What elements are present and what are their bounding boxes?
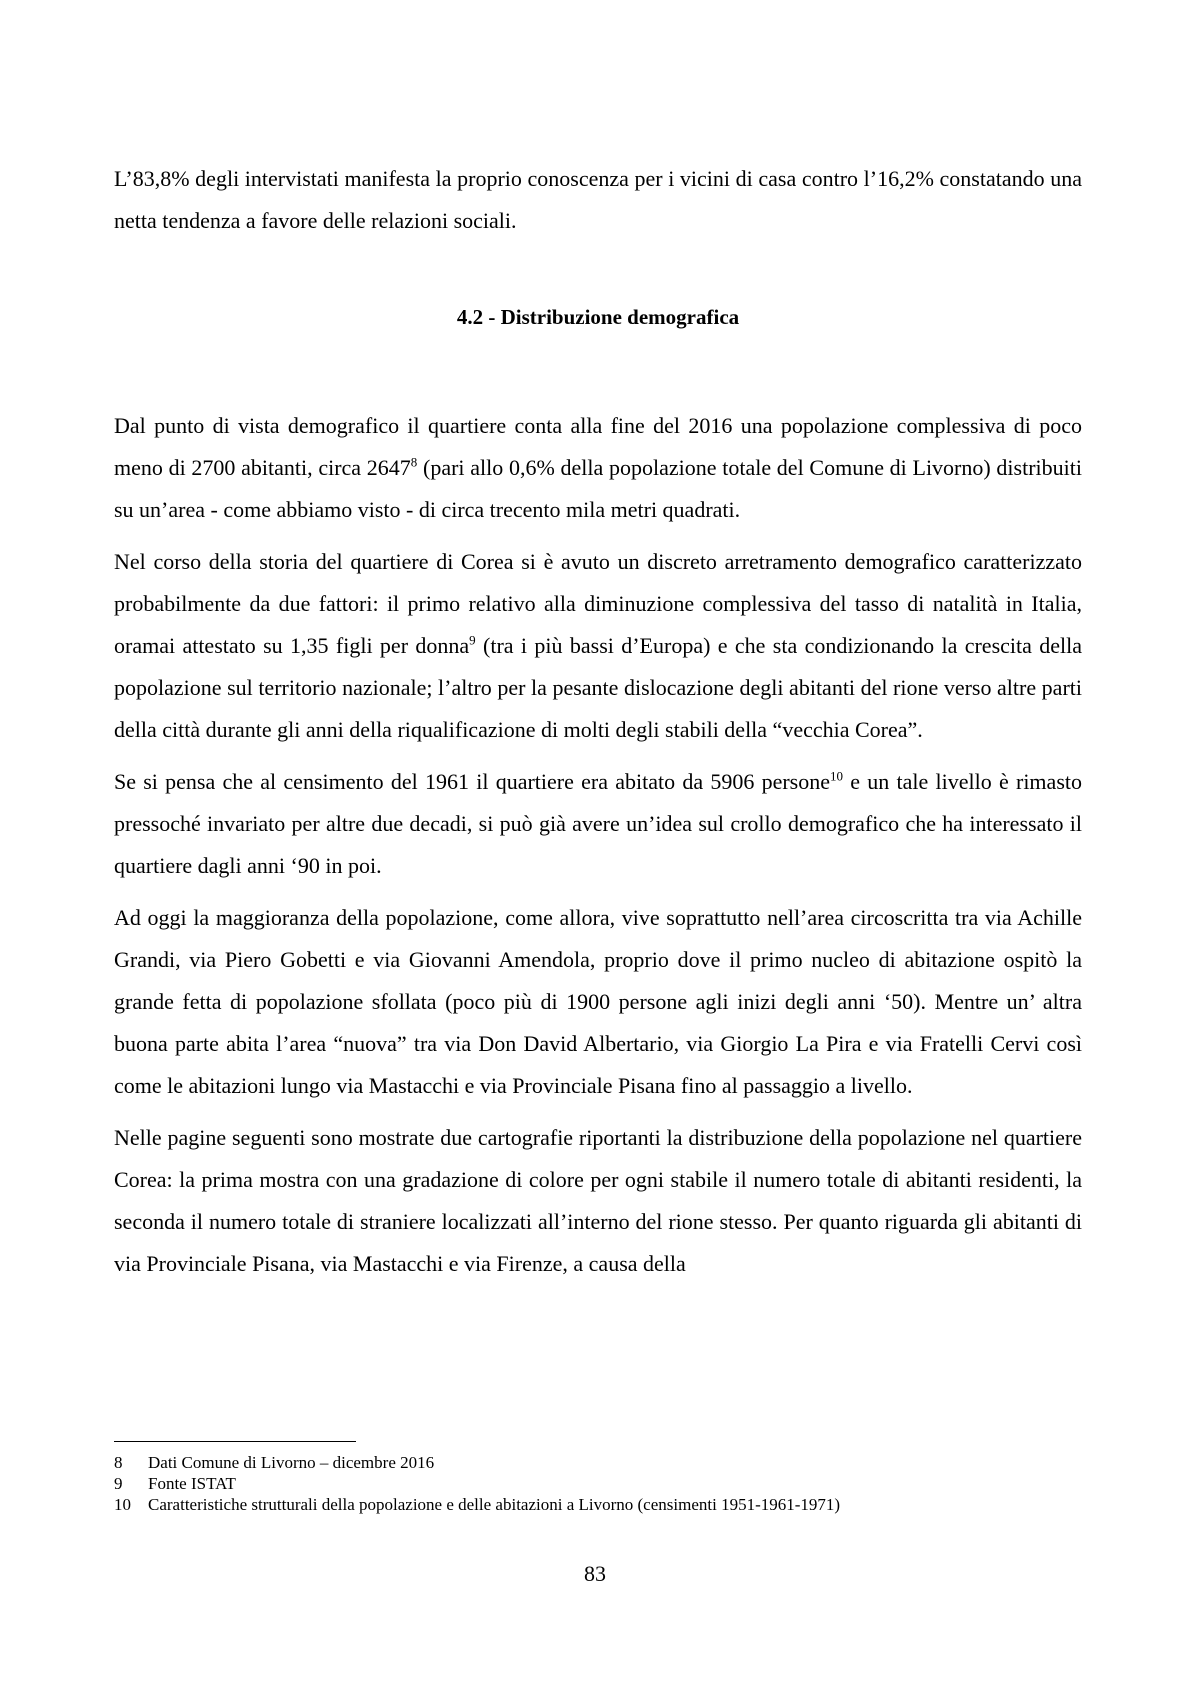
paragraph-distribution: Ad oggi la maggioranza della popolazione, come allora, vive soprattutto nell’area circoscritta tra via Achille Grandi, via Piero Gobetti e via Giovanni Amendola, proprio dove il primo nucleo di abitazione ospitò la grande fetta di popolazione sfollata (poco più di 1900 persone agli inizi degli anni ‘50). Mentre un’ altra buona parte abita l’area “nuova” tra via Don David Albertario, via Giorgio La Pira e via Fratelli Cervi così come le abitazioni lungo via Mastacchi e via Provinciale Pisana fino al passaggio a livello. [114, 905, 1082, 1098]
footnote-item [114, 1452, 1082, 1473]
paragraph-text: e un tale livello è rimasto pressoché invariato per altre due decadi, si può già avere un’idea sul crollo demografico che ha interessato il quartiere dagli anni ‘90 in poi. [114, 769, 1082, 878]
footnote-item [114, 1473, 1082, 1494]
footnotes [114, 1452, 1082, 1515]
footnote-text: Dati Comune di Livorno – dicembre 2016 [148, 1453, 435, 1472]
paragraph-decline [114, 541, 1082, 751]
paragraph-text: (pari allo 0,6% della popolazione totale del Comune di Livorno) distribuiti su un’area - come abbiamo visto - di circa trecento mila metri quadrati. [114, 455, 1082, 522]
main-text [114, 405, 1082, 1295]
page-number: 83 [584, 1561, 606, 1586]
footnote-reference[interactable]: 10 [830, 768, 844, 784]
footnote-reference[interactable]: 8 [410, 454, 418, 470]
footnote-number: 9 [114, 1474, 123, 1493]
footnote-text: Fonte ISTAT [148, 1474, 236, 1493]
paragraph-maps: Nelle pagine seguenti sono mostrate due cartografie riportanti la distribuzione della popolazione nel quartiere Corea: la prima mostra con una gradazione di colore per ogni stabile il numero totale di abitanti residenti, la seconda il numero totale di straniere localizzati all’interno del rione stesso. Per quanto riguarda gli abitanti di via Provinciale Pisana, via Mastacchi e via Firenze, a causa della [114, 1125, 1082, 1276]
footnote-reference[interactable]: 9 [469, 632, 476, 648]
paragraph-text: Dal punto di vista demografico il quartiere conta alla fine del 2016 una popolazione complessiva di poco meno di 2700 abitanti, circa 2647 [114, 413, 1082, 480]
paragraph-text: Se si pensa che al censimento del 1961 il quartiere era abitato da 5906 persone [114, 769, 831, 794]
paragraph-population [114, 405, 1082, 531]
footnote-item [114, 1494, 1082, 1515]
intro-section [114, 158, 1082, 252]
footnote-text: Caratteristiche strutturali della popolazione e delle abitazioni a Livorno (censimenti 1951-1961-1971) [148, 1495, 841, 1514]
paragraph-text: Nel corso della storia del quartiere di Corea si è avuto un discreto arretramento demografico caratterizzato probabilmente da due fattori: il primo relativo alla diminuzione complessiva del tasso di natalità in Italia, oramai attestato su 1,35 figli per donna [114, 549, 1082, 658]
paragraph-census [114, 761, 1082, 887]
section-heading: 4.2 - Distribuzione demografica [456, 305, 740, 329]
footnote-separator [114, 1441, 356, 1442]
footnote-number: 8 [114, 1453, 123, 1472]
footnote-number: 10 [114, 1495, 131, 1514]
intro-paragraph: L’83,8% degli intervistati manifesta la proprio conoscenza per i vicini di casa contro l’16,2% constatando una netta tendenza a favore delle relazioni sociali. [114, 166, 1082, 233]
paragraph-text: (tra i più bassi d’Europa) e che sta condizionando la crescita della popolazione sul territorio nazionale; l’altro per la pesante dislocazione degli abitanti del rione verso altre parti della città durante gli anni della riqualificazione di molti degli stabili della “vecchia Corea”. [114, 633, 1082, 742]
